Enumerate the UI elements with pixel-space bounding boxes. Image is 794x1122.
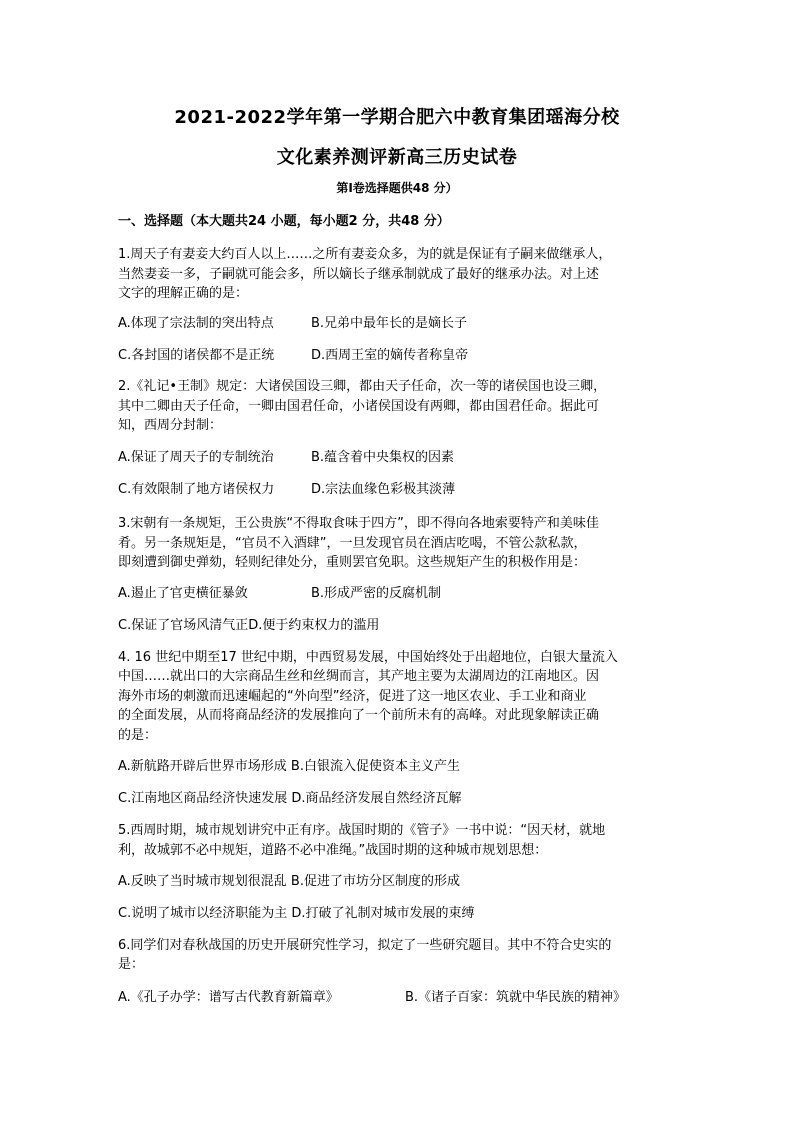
- q3-option-a: A.遏止了官吏横征暴敛: [118, 586, 248, 601]
- exam-title-line1: 2021-2022学年第一学期合肥六中教育集团瑶海分校: [174, 107, 620, 128]
- q2-option-b: B.蕴含着中央集权的因素: [311, 450, 455, 465]
- q6-option-a: A.《孔子办学：谱写古代教育新篇章》: [118, 990, 339, 1005]
- q5-option-c-d: C.说明了城市以经济职能为主 D.打破了礼制对城市发展的束缚: [118, 906, 475, 921]
- q1-option-b: B.兄弟中最年长的是嫡长子: [311, 316, 468, 331]
- section-heading: 一、选择题（本大题共24 小题，每小题2 分，共48 分）: [118, 214, 450, 229]
- q2-options-row-2: [118, 481, 455, 498]
- q2-options-row-1: [118, 449, 454, 466]
- q3-line-2: 肴。另一条规矩是，“官员不入酒肆”，一旦发现官员在酒店吃喝，不管公款私款，: [118, 536, 587, 551]
- q4-line-5: 的是：: [118, 728, 158, 743]
- q5-option-a-b: A.反映了当时城市规划很混乱 B.促进了市坊分区制度的形成: [118, 874, 460, 889]
- q1-options-row-1: [118, 315, 467, 332]
- q6-line-1: 6.同学们对春秋战国的历史开展研究性学习，拟定了一些研究题目。其中不符合史实的: [118, 938, 612, 953]
- q3-options-row-2: [118, 617, 379, 634]
- q1-line-3: 文字的理解正确的是：: [118, 286, 249, 301]
- q1-options-row-2: [118, 347, 468, 364]
- q2-line-2: 其中二卿由天子任命，一卿由国君任命，小诸侯国设有两卿，都由国君任命。据此可: [118, 399, 600, 414]
- q4-line-2: 中国……就出口的大宗商品生丝和丝绸而言，其产地主要为太湖周边的江南地区。因: [118, 669, 600, 684]
- q4-option-c-d: C.江南地区商品经济快速发展 D.商品经济发展自然经济瓦解: [118, 791, 462, 806]
- q4-line-4: 的全面发展，从而将商品经济的发展推向了一个前所未有的高峰。对此现象解读正确: [118, 708, 600, 723]
- q4-options-row-2: [118, 790, 462, 807]
- q3-options-row-1: [118, 585, 441, 602]
- q6-options-row-1: [118, 989, 626, 1006]
- q2-line-3: 知，西周分封制：: [118, 418, 223, 433]
- q3-option-b: B.形成严密的反腐机制: [311, 586, 442, 601]
- q5-options-row-2: [118, 905, 475, 922]
- q1-line-1: 1.周天子有妻妾大约百人以上……之所有妻妾众多，为的就是保证有子嗣来做继承人，: [118, 247, 612, 262]
- q2-line-1: 2.《礼记•王制》规定：大诸侯国设三卿，都由天子任命，次一等的诸侯国也设三卿，: [118, 379, 607, 394]
- volume-heading: 第Ⅰ卷选择题供48 分）: [336, 181, 458, 195]
- q4-option-a-b: A.新航路开辟后世界市场形成 B.白银流入促使资本主义产生: [118, 759, 460, 774]
- q5-line-2: 利，故城郭不必中规矩，道路不必中准绳。”战国时期的这种城市规划思想：: [118, 843, 548, 858]
- q2-option-a: A.保证了周天子的专制统治: [118, 450, 274, 465]
- q3-option-c-d: C.保证了官场风清气正D.便于约束权力的滥用: [118, 618, 380, 633]
- q5-line-1: 5.西周时期，城市规划讲究中正有序。战国时期的《管子》一书中说：“因天材，就地: [118, 823, 606, 838]
- q2-option-c: C.有效限制了地方诸侯权力: [118, 482, 275, 497]
- q1-option-c: C.各封国的诸侯都不是正统: [118, 348, 275, 363]
- q4-line-3: 海外市场的刺激而迅速崛起的“外向型”经济，促进了这一地区农业、手工业和商业: [118, 689, 587, 704]
- exam-title-line2: 文化素养测评新高三历史试卷: [276, 147, 518, 168]
- q1-line-2: 当然妻妾一多，子嗣就可能会多，所以嫡长子继承制就成了最好的继承办法。对上述: [118, 267, 600, 282]
- q1-option-a: A.体现了宗法制的突出特点: [118, 316, 274, 331]
- q3-line-3: 即刻遭到御史弹劾，轻则纪律处分，重则罢官免职。这些规矩产生的积极作用是：: [118, 555, 587, 570]
- q2-option-d: D.宗法血缘色彩极其淡薄: [311, 482, 456, 497]
- q3-line-1: 3.宋朝有一条规矩，王公贵族“不得取食味于四方”，即不得向各地索要特产和美味佳: [118, 516, 599, 531]
- q6-line-2: 是：: [118, 957, 145, 972]
- q1-option-d: D.西周王室的嫡传者称皇帝: [311, 348, 469, 363]
- q5-options-row-1: [118, 873, 460, 890]
- q4-options-row-1: [118, 758, 460, 775]
- q6-option-b: B.《诸子百家：筑就中华民族的精神》: [405, 990, 627, 1005]
- q4-line-1: 4. 16 世纪中期至17 世纪中期，中西贸易发展，中国始终处于出超地位，白银大量流入: [118, 650, 618, 665]
